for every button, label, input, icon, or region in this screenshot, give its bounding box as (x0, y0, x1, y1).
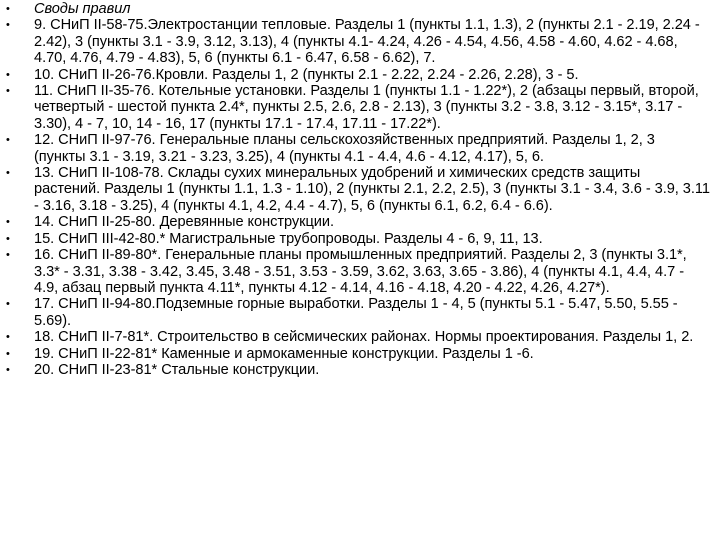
list-item-text: 17. СНиП II-94-80.Подземные горные выработки. Разделы 1 - 4, 5 (пункты 5.1 - 5.47, 5.50, 5.55 - 5.69). (34, 296, 678, 329)
list-item (6, 296, 710, 329)
list-item (6, 214, 710, 230)
list-item (6, 247, 710, 296)
list-item (6, 165, 710, 214)
list-item (6, 1, 710, 17)
list-item-text: 18. СНиП II-7-81*. Строительство в сейсмических районах. Нормы проектирования. Разделы 1, 2. (34, 329, 694, 346)
bullet-icon: • (6, 85, 10, 98)
list-item-text: 15. СНиП III-42-80.* Магистральные трубопроводы. Разделы 4 - 6, 9, 11, 13. (34, 230, 543, 247)
list-item (6, 231, 710, 247)
list-item-text: 11. СНиП II-35-76. Котельные установки. Разделы 1 (пункты 1.1 - 1.22*), 2 (абзацы первый, второй, четвертый - шестой пункта 2.4*, пункты 2.5, 2.6, 2.8 - 2.13), 3 (пункты 3.2 - 3.8, 3.12 - 3.15*, 3.17 - 3.30), 4 - 7, 10, 14 - 16, 17 (пункты 17.1 - 17.4, 17.11 - 17.22*). (34, 83, 699, 132)
bullet-icon: • (6, 232, 10, 245)
list-item-text: 13. СНиП II-108-78. Склады сухих минеральных удобрений и химических средств защиты растений. Разделы 1 (пункты 1.1, 1.3 - 1.10), 2 (пункты 2.1, 2.2, 2.5), 3 (пункты 3.1 - 3.4, 3.6 - 3.9, 3.11 - 3.16, 3.18 - 3.25), 4 (пункты 4.1, 4.2, 4.4 - 4.7), 5, 6 (пункты 6.1, 6.2, 6.4 - 6.6). (34, 165, 710, 214)
list-item (6, 329, 710, 345)
bullet-icon: • (6, 363, 10, 376)
list-heading: Своды правил (34, 1, 131, 17)
bullet-icon: • (6, 216, 10, 229)
list-item (6, 362, 710, 378)
list-item-text: 12. СНиП II-97-76. Генеральные планы сельскохозяйственных предприятий. Разделы 1, 2, 3 (пункты 3.1 - 3.19, 3.21 - 3.23, 3.25), 4 (пункты 4.1 - 4.4, 4.6 - 4.12, 4.17), 5, 6. (34, 132, 655, 165)
list-item-text: 19. СНиП II-22-81* Каменные и армокаменные конструкции. Разделы 1 -6. (34, 345, 534, 362)
list-item (6, 346, 710, 362)
list-item-text: 20. СНиП II-23-81* Стальные конструкции. (34, 361, 320, 378)
list-item (6, 83, 710, 132)
bullet-icon: • (6, 298, 10, 311)
bullet-icon: • (6, 167, 10, 180)
list-item (6, 17, 710, 66)
list-item-text: 16. СНиП II-89-80*. Генеральные планы промышленных предприятий. Разделы 2, 3 (пункты 3.1*, 3.3* - 3.31, 3.38 - 3.42, 3.45, 3.48 - 3.51, 3.53 - 3.59, 3.62, 3.63, 3.65 - 3.86), 4 (пункты 4.1, 4.4, 4.7 - 4.9, абзац первый пункта 4.11*, пункты 4.12 - 4.14, 4.16 - 4.18, 4.20 - 4.22, 4.26, 4.27*). (34, 247, 687, 296)
list-item-text: 10. СНиП II-26-76.Кровли. Разделы 1, 2 (пункты 2.1 - 2.22, 2.24 - 2.26, 2.28), 3 - 5. (34, 66, 579, 83)
list-item (6, 67, 710, 83)
bullet-icon: • (6, 347, 10, 360)
list-item-text: 14. СНиП II-25-80. Деревянные конструкции. (34, 214, 334, 231)
list-item (6, 132, 710, 165)
standards-list (6, 1, 710, 378)
bullet-icon: • (6, 134, 10, 147)
bullet-icon: • (6, 249, 10, 262)
list-item-text: 9. СНиП II-58-75.Электростанции тепловые. Разделы 1 (пункты 1.1, 1.3), 2 (пункты 2.1 - 2.19, 2.24 - 2.42), 3 (пункты 3.1 - 3.9, 3.12, 3.13), 4 (пункты 4.1- 4.24, 4.26 - 4.54, 4.56, 4.58 - 4.60, 4.62 - 4.68, 4.70, 4.76, 4.79 - 4.83), 5, 6 (пункты 6.1 - 6.47, 6.58 - 6.62), 7. (34, 17, 700, 67)
bullet-icon: • (6, 331, 10, 344)
bullet-icon: • (6, 19, 10, 32)
bullet-icon: • (6, 3, 10, 15)
bullet-icon: • (6, 68, 10, 81)
